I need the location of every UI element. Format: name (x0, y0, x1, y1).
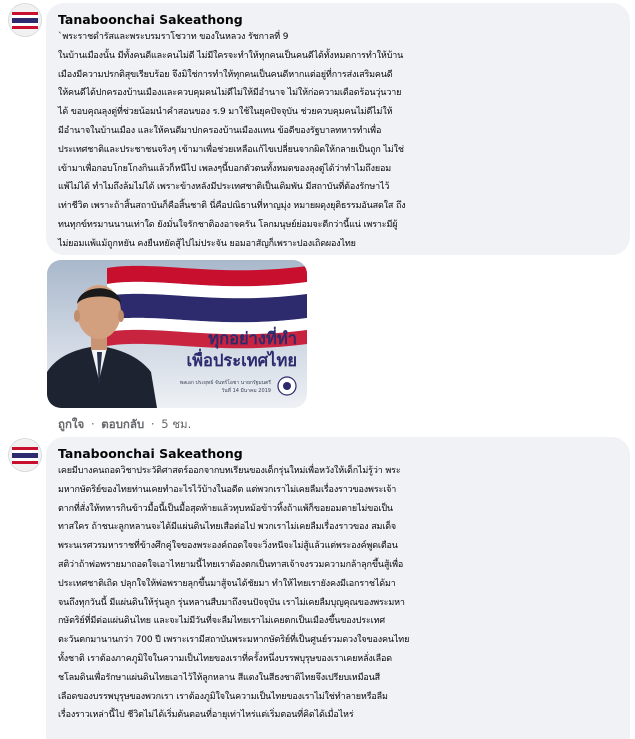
comment-photo[interactable] (47, 260, 307, 408)
comment-line: ในบ้านเมืองนั้น มีทั้งคนดีและคนไม่ดี ไม่มีใครจะทำให้ทุกคนเป็นคนดีได้ทั้งหมดการทำให้บ้าน (58, 50, 404, 61)
comment-line: เรื่องราวเหล่านี้ไป ชีวิตไม่ได้เริ่มต้นตอนที่อายุเท่าไหร่แต่เริ่มตอนที่คิดได้เมื่อไหร่ (58, 710, 354, 721)
comment-bubble (46, 3, 630, 255)
thai-flag-icon (9, 4, 41, 36)
comment-line: ตะวันตกมานานกว่า 700 ปี เพราะเรามีสถาบันพระมหากษัตริย์ที่เป็นศูนย์รวมดวงใจของคนไทย (58, 635, 410, 646)
comment-actions (58, 416, 191, 434)
comment-bubble (46, 437, 630, 739)
comment-line: ทั้งชาติ เราต้องภาคภูมิใจในความเป็นไทยของเราที่ครั้งหนึ่งบรรพบุรุษของเราเคยหลั่งเลือด (58, 653, 392, 664)
comment-line: เท่าชีวิต เพราะถ้าสิ้นสถาบันก็คือสิ้นชาติ นี่คือปณิธานที่หาญมุ่ง หมายผดุงยุติธรรมอันสดใส ถึง (58, 201, 406, 212)
photo-date-text: วันที่ 14 มีนาคม 2019 (221, 388, 271, 394)
comment-line: จนถึงทุกวันนี้ มีแผ่นดินให้รุ่นลูก รุ่นหลานสืบมาถึงจนปัจจุบัน เราไม่เคยลืมบุญคุณของพระมหา (58, 597, 405, 608)
comment-line: `พระราชดำรัสและพระบรมราโชวาท ของในหลวง รัชกาลที่ 9 (58, 32, 289, 42)
reply-link[interactable]: ตอบกลับ (101, 417, 145, 431)
comment-line: มีอำนาจในบ้านเมือง และให้คนดีมาปกครองบ้านเมืองแทน ข้อดีของรัฐบาลทหารทำเพื่อ (58, 125, 382, 136)
comment-line: เข้ามาเพื่อกอบโกยโกงกินแล้วก็หนีไป เพลงๆนี้บอกตัวตนทั้งหมดของลุงตู่ได้ว่าทำไมถึงยอม (58, 163, 391, 174)
avatar[interactable] (9, 4, 41, 36)
comment-author[interactable]: Tanaboonchai Sakeathong (58, 446, 243, 461)
like-link[interactable]: ถูกใจ (58, 417, 85, 431)
comment-line: พระนเรศวรมหาราชที่ข้างศึกคู่ใจของพระองค์ถอดใจจะวิ่งหนีจะไม่สู้แล้วแต่พระองค์พูดเตือน (58, 541, 398, 552)
avatar[interactable] (9, 439, 41, 471)
comment-line: ไม่ยอมแพ้แม้ถูกหยัน คงยืนหยัดสู้ไปไม่ประจัน ยอมอาสัญก็เพราะปองเถิดผองไทย (58, 238, 356, 249)
comment-line: ประเทศชาติและประชาชนจริงๆ เข้ามาเพื่อช่วยเหลือแก้ไขเปลี่ยนจากผิดให้กลายเป็นถูก ไม่ใช่ (58, 144, 404, 155)
comment-line: เมืองมีความปรกติสุขเรียบร้อย จึงมิใช่การทำให้ทุกคนเป็นคนดีหากแต่อยู่ที่การส่งเสริมคนดี (58, 69, 393, 80)
photo-caption-line2: เพื่อประเทศไทย (186, 351, 297, 370)
comment-line: ชโลมดินเพื่อรักษาแผ่นดินไทยเอาไว้ให้ลูกหลาน สีแดงในสีธงชาติไทยจึงเปรียบเหมือนสี (58, 672, 380, 683)
comment-line: ประเทศชาติเถิด ปลุกใจให้พ่อพรายลุกขึ้นมาสู้จนได้ชัยมา ทำให้ไทยเรายังคงมีเอกราชได้มา (58, 578, 396, 589)
comment-line: เลือดของบรรพบุรุษของพวกเรา เราต้องภูมิใจในความเป็นไทยของเราไม่ใช่ทำลายหรือลืม (58, 691, 388, 702)
comment-line: ได้ ขอบคุณลุงตู่ที่ช่วยน้อมนำคำสอนของ ร.9 มาใช้ในยุคปัจจุบัน ช่วยควบคุมคนไม่ดีไม่ให้ (58, 107, 393, 118)
comment-text (58, 462, 618, 725)
separator-dot: · (90, 417, 95, 431)
comment-text (58, 28, 618, 254)
comment-line: ทนทุกข์ทรมานนานเท่าใด ยังมั่นใจรักชาติองอาจครัน โลกมนุษย์ย่อมจะตีกว่านี้แน่ เพราะมีผู้ (58, 219, 398, 230)
comment-author[interactable]: Tanaboonchai Sakeathong (58, 12, 243, 27)
comment-timestamp[interactable]: 5 ชม. (161, 417, 192, 431)
thai-flag-icon (9, 439, 41, 471)
separator-dot: · (150, 417, 155, 431)
comment-line: แพ้ไม่ได้ ทำไมถึงล้มไม่ได้ เพราะข้างหลังมีประเทศชาติเป็นเดิมพัน มีสถาบันที่ต้องรักษาไว้ (58, 182, 390, 193)
comment-line: สติว่าถ้าพ่อพรายมาถอดใจเอาไหยามนี้ไทยเราต้องตกเป็นทาสเจ้าจงรวมความกล้าลุกขึ้นสู้เพื่อ (58, 559, 404, 570)
comment-line: มหากษัตริย์ของไทยท่านเคยทำอะไรไว้บ้างในอดีต แต่พวกเราไม่เคยลืมเรื่องราวของพระเจ้า (58, 484, 397, 495)
comment-line: ให้คนดีได้ปกครองบ้านเมืองและควบคุมคนไม่ดีไม่ให้มีอำนาจ ไม่ให้ก่อความเดือดร้อนวุ่นวาย (58, 88, 402, 99)
comment-line: ตากที่สั่งให้ทหารกินข้าวมื้อนี้เป็นมื้อสุดท้ายแล้วทุบหม้อข้าวทิ้งถ้าแพ้ก็ขอยอมตายไม่ขอเป็น (58, 503, 393, 514)
photo-caption-line1: ทุกอย่างที่ทำ (208, 329, 297, 348)
comment-line: เคยมีบางคนถอดวิชาประวัติศาสตร์ออกจากบทเรียนของเด็กรุ่นใหม่เพื่อหวังให้เด็กไม่รู้ว่า พระ (58, 466, 401, 476)
comment-line: กษัตริย์ที่มีต่อแผ่นดินไทย และจะไม่มีวันที่จะลืมไทยเราไม่เคยตกเป็นเมืองขึ้นของประเทศ (58, 616, 385, 627)
emblem-icon (278, 377, 296, 395)
photo-small-text: พลเอก ประยุทธ์ จันทร์โอชา นายกรัฐมนตรี (179, 380, 271, 386)
comment-line: ทาสใคร ถ้าชนะลูกหลานจะได้มีแผ่นดินไทยเสือต่อไป พวกเราไม่เคยลืมเรื่องราวของ สมเด็จ (58, 522, 397, 533)
